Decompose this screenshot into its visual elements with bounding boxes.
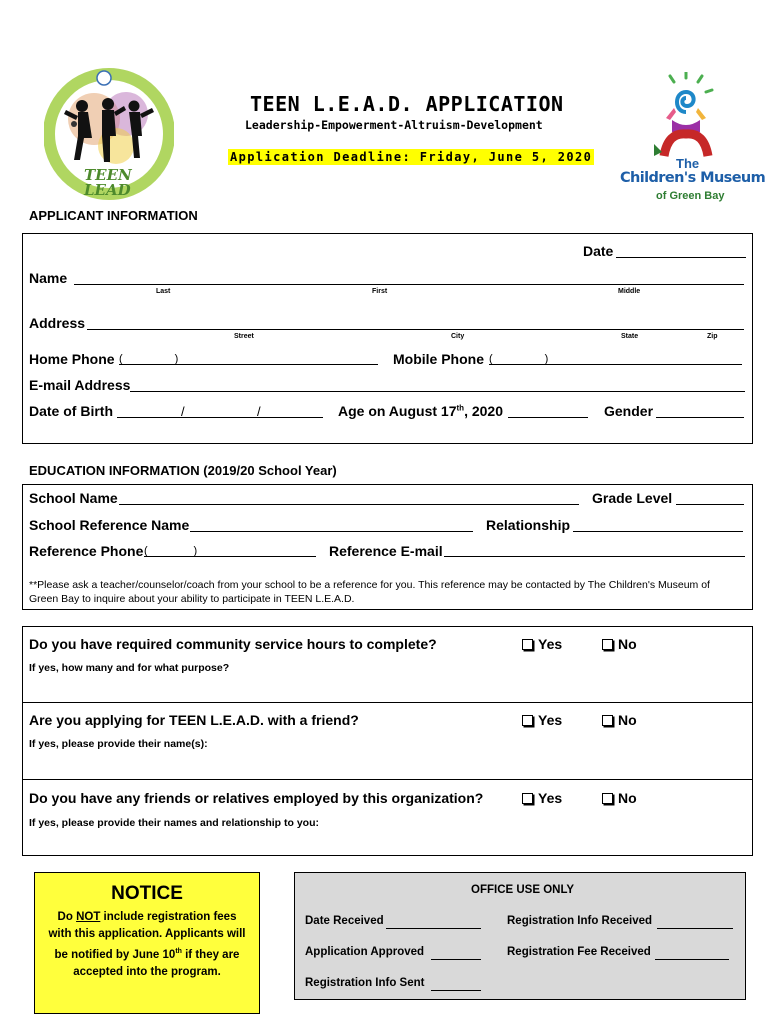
reg-info-received-label: Registration Info Received xyxy=(507,915,653,927)
checkbox-icon[interactable] xyxy=(602,793,613,804)
reference-note: **Please ask a teacher/counselor/coach from your school to be a reference for you. This reference may be contacted by The Children's Museum of Green Bay to inquire about your ability to participate in TEEN L.E.A.D. xyxy=(29,579,710,605)
deadline-banner: Application Deadline: Friday, June 5, 2020 xyxy=(230,150,593,164)
notice-box xyxy=(34,872,260,1014)
applicant-heading: APPLICANT INFORMATION xyxy=(29,208,198,223)
notice-text: Do NOT include registration fees with this application. Applicants will be notified by June 10th if they are accepted into the program. xyxy=(48,911,246,978)
address-field[interactable] xyxy=(87,329,744,330)
app-approved-field[interactable] xyxy=(431,959,481,960)
reg-info-sent-field[interactable] xyxy=(431,990,481,991)
name-last-label: Last xyxy=(156,288,171,295)
ref-phone-field[interactable] xyxy=(144,556,316,557)
gender-label: Gender xyxy=(604,403,654,419)
name-field[interactable] xyxy=(74,284,744,285)
name-first-label: First xyxy=(372,288,388,295)
date-label: Date xyxy=(583,243,614,259)
teen-lead-logo xyxy=(44,64,174,204)
reg-info-received-field[interactable] xyxy=(657,928,733,929)
relationship-field[interactable] xyxy=(573,531,743,532)
dob-slash-2: / xyxy=(257,404,261,419)
reg-fee-received-label: Registration Fee Received xyxy=(507,946,651,958)
school-ref-name-field[interactable] xyxy=(190,531,473,532)
mobile-phone-field[interactable] xyxy=(489,364,742,365)
ref-email-label: Reference E-mail xyxy=(329,543,443,559)
name-label: Name xyxy=(29,270,68,286)
logo-green-bay: of Green Bay xyxy=(656,190,725,202)
checkbox-icon[interactable] xyxy=(602,715,613,726)
page-subtitle: Leadership-Empowerment-Altruism-Development xyxy=(245,118,543,132)
question-1: Do you have required community service hours to complete? xyxy=(29,636,437,652)
grade-level-label: Grade Level xyxy=(592,490,673,506)
mobile-phone-paren: ( ) xyxy=(489,353,549,365)
notice-title: NOTICE xyxy=(111,883,183,904)
question-divider-2 xyxy=(22,779,753,780)
age-field[interactable] xyxy=(508,417,588,418)
checkbox-icon[interactable] xyxy=(602,639,613,650)
name-middle-label: Middle xyxy=(618,288,641,295)
address-label: Address xyxy=(29,315,86,331)
question-3-sub: If yes, please provide their names and relationship to you: xyxy=(29,817,319,829)
email-label: E-mail Address xyxy=(29,377,131,393)
question-3: Do you have any friends or relatives employed by this organization? xyxy=(29,790,484,806)
home-phone-paren: ( ) xyxy=(119,353,179,365)
reg-info-sent-label: Registration Info Sent xyxy=(305,977,425,989)
q1-no-option[interactable]: No xyxy=(602,636,637,652)
dob-slash-1: / xyxy=(181,404,185,419)
home-phone-field[interactable] xyxy=(119,364,378,365)
dob-field[interactable] xyxy=(117,417,323,418)
email-field[interactable] xyxy=(130,391,745,392)
school-ref-name-label: School Reference Name xyxy=(29,517,190,533)
logo-the: The xyxy=(676,156,700,171)
q3-yes-option[interactable]: Yes xyxy=(522,790,562,806)
checkbox-icon[interactable] xyxy=(522,715,533,726)
date-field[interactable] xyxy=(616,257,746,258)
checkbox-icon[interactable] xyxy=(522,793,533,804)
addr-city-label: City xyxy=(451,333,465,340)
q1-yes-option[interactable]: Yes xyxy=(522,636,562,652)
school-name-label: School Name xyxy=(29,490,118,506)
question-1-sub: If yes, how many and for what purpose? xyxy=(29,662,230,674)
office-use-box xyxy=(294,872,746,1000)
mobile-phone-label: Mobile Phone xyxy=(393,351,484,367)
app-approved-label: Application Approved xyxy=(305,946,425,958)
question-divider-1 xyxy=(22,702,753,703)
date-received-label: Date Received xyxy=(305,915,384,927)
addr-street-label: Street xyxy=(234,333,254,340)
ref-email-field[interactable] xyxy=(444,556,745,557)
question-2: Are you applying for TEEN L.E.A.D. with a friend? xyxy=(29,712,359,728)
home-phone-label: Home Phone xyxy=(29,351,115,367)
addr-zip-label: Zip xyxy=(707,333,718,340)
ref-phone-label: Reference Phone xyxy=(29,543,144,559)
reg-fee-received-field[interactable] xyxy=(655,959,729,960)
addr-state-label: State xyxy=(621,333,639,340)
office-title: OFFICE USE ONLY xyxy=(471,884,575,896)
dob-label: Date of Birth xyxy=(29,403,113,419)
checkbox-icon[interactable] xyxy=(522,639,533,650)
grade-level-field[interactable] xyxy=(676,504,744,505)
page-title: TEEN L.E.A.D. APPLICATION xyxy=(250,92,564,116)
ref-phone-paren: ( ) xyxy=(144,545,198,557)
relationship-label: Relationship xyxy=(486,517,571,533)
q2-no-option[interactable]: No xyxy=(602,712,637,728)
childrens-museum-logo xyxy=(616,72,766,206)
education-heading: EDUCATION INFORMATION (2019/20 School Year) xyxy=(29,463,337,478)
logo-text: TEEN LEAD xyxy=(84,166,132,199)
gender-field[interactable] xyxy=(656,417,744,418)
school-name-field[interactable] xyxy=(119,504,579,505)
logo-childrens-museum: Children's Museum xyxy=(620,170,766,186)
q3-no-option[interactable]: No xyxy=(602,790,637,806)
date-received-field[interactable] xyxy=(386,928,481,929)
age-label: Age on August 17th, 2020 xyxy=(338,403,503,419)
q2-yes-option[interactable]: Yes xyxy=(522,712,562,728)
question-2-sub: If yes, please provide their name(s): xyxy=(29,738,208,750)
